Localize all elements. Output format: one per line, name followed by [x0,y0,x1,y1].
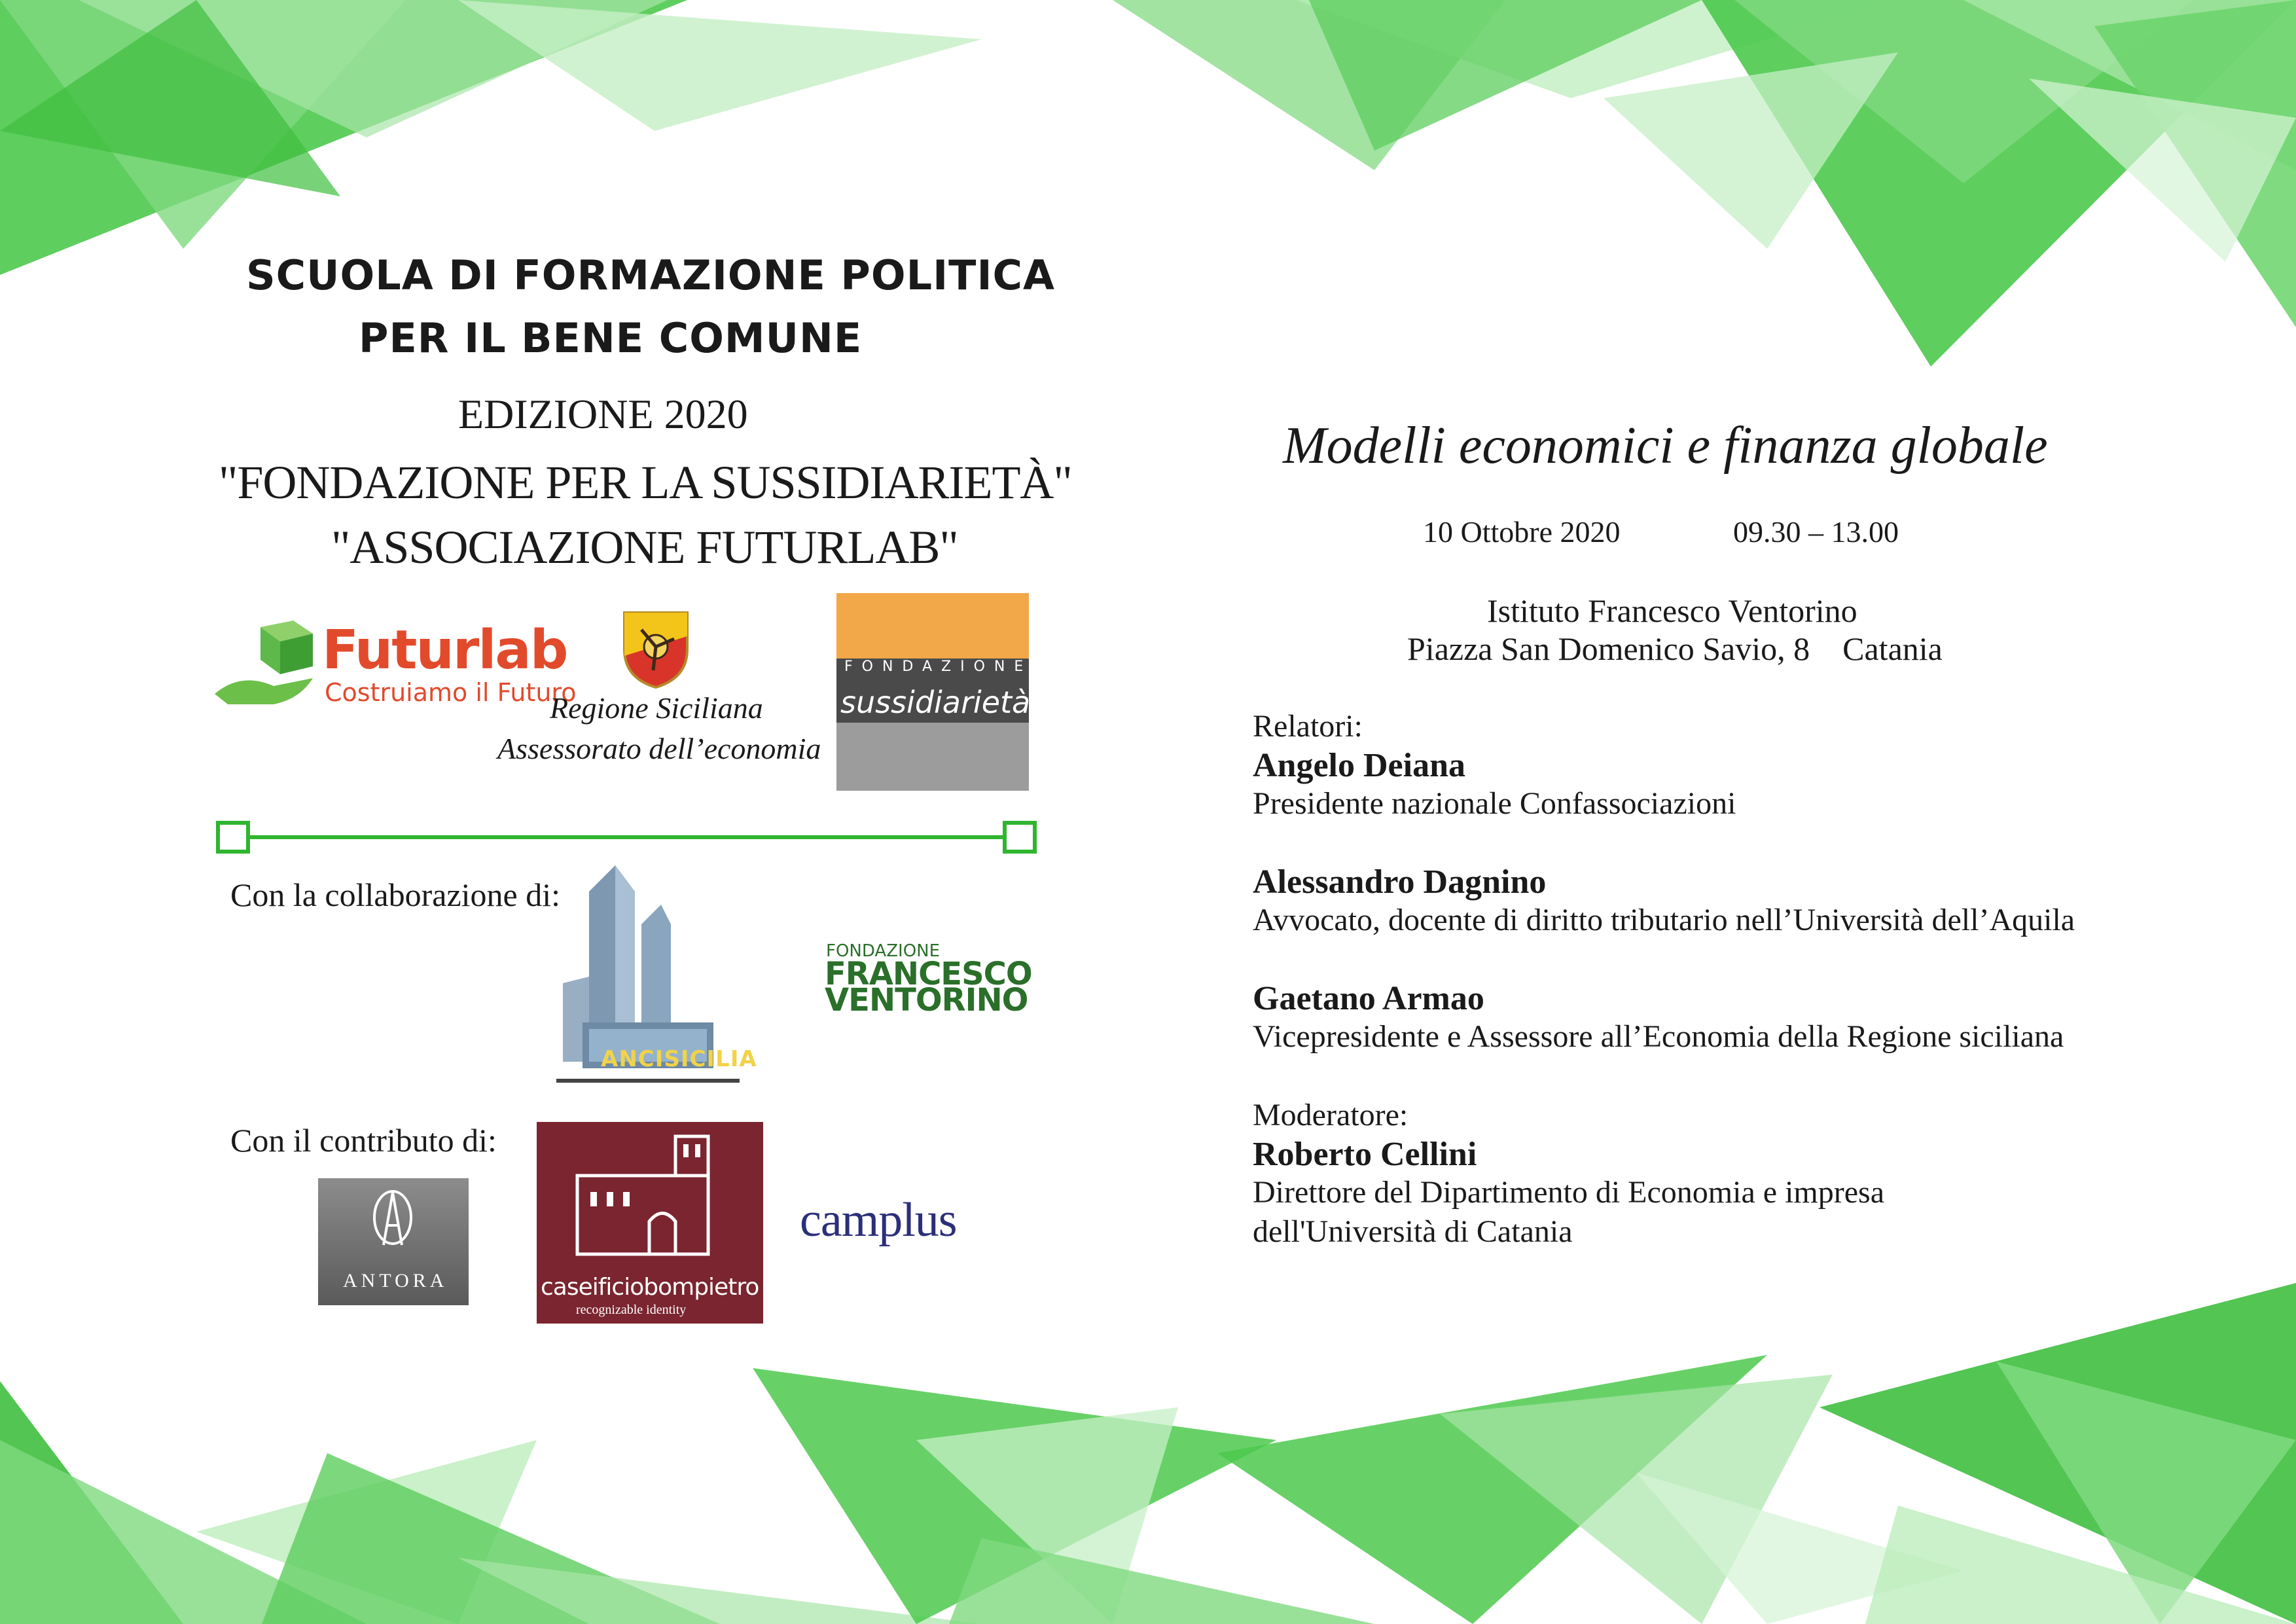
event-title: Modelli economici e finanza globale [1283,417,2048,475]
speakers-heading: Relatori: [1253,709,1363,744]
section-divider [216,821,1037,854]
venue-name: Istituto Francesco Ventorino [1487,592,1857,629]
edition-label: EDIZIONE 2020 [458,391,748,437]
moderator-heading: Moderatore: [1253,1098,1408,1132]
regione-assessorato: Assessorato dell’economia [497,732,821,765]
moderator-name: Roberto Cellini [1253,1136,1477,1173]
contribution-label: Con il contributo di: [230,1122,497,1159]
fondazione-ventorino-small: FONDAZIONE [826,941,941,961]
antora-emblem-icon [360,1186,425,1258]
fondazione-sussidiarieta-name: sussidiarietà [840,685,1031,720]
collaboration-label: Con la collaborazione di: [230,876,561,913]
regione-siciliana-crest-icon [622,610,690,690]
fondazione-sussidiarieta-word: FONDAZIONE [844,659,1033,675]
school-title-line1: SCUOLA DI FORMAZIONE POLITICA [246,251,1056,299]
regione-siciliana-name: Regione Siciliana [550,691,763,725]
futurlab-logo-icon [215,621,319,712]
futurlab-logo-name: Futurlab [322,619,567,681]
caseificio-bompietro-name: caseificiobompietro [541,1274,759,1301]
organizer-1: "FONDAZIONE PER LA SUSSIDIARIETÀ" [219,456,1072,509]
speaker-name: Gaetano Armao [1253,980,1484,1017]
school-title-line2: PER IL BENE COMUNE [359,314,863,362]
event-time: 09.30 – 13.00 [1733,515,1899,549]
fondazione-ventorino-line1: FRANCESCO [825,956,1032,992]
ancisicilia-logo-text: ANCISICILIA [601,1046,757,1072]
speaker-name: Angelo Deiana [1253,747,1465,784]
moderator-role-line2: dell'Università di Catania [1253,1214,1573,1249]
camplus-logo: camplus [800,1193,957,1247]
antora-logo-text: ANTORA [343,1270,448,1291]
speaker-role: Vicepresidente e Assessore all’Economia della Regione siciliana [1253,1019,2064,1054]
caseificio-building-icon [571,1130,728,1261]
venue-address: Piazza San Domenico Savio, 8 Catania [1407,630,1943,667]
organizer-2: "ASSOCIAZIONE FUTURLAB" [331,521,958,573]
event-date: 10 Ottobre 2020 [1423,515,1621,549]
speaker-name: Alessandro Dagnino [1253,863,1547,901]
futurlab-logo-tagline: Costruiamo il Futuro [325,678,577,707]
caseificio-bompietro-tagline: recognizable identity [576,1303,687,1317]
speaker-role: Avvocato, docente di diritto tributario nell’Università dell’Aquila [1253,903,2075,937]
moderator-role-line1: Direttore del Dipartimento di Economia e impresa [1253,1175,1885,1210]
fondazione-ventorino-line2: VENTORINO [825,982,1028,1019]
speaker-role: Presidente nazionale Confassociazioni [1253,786,1736,821]
